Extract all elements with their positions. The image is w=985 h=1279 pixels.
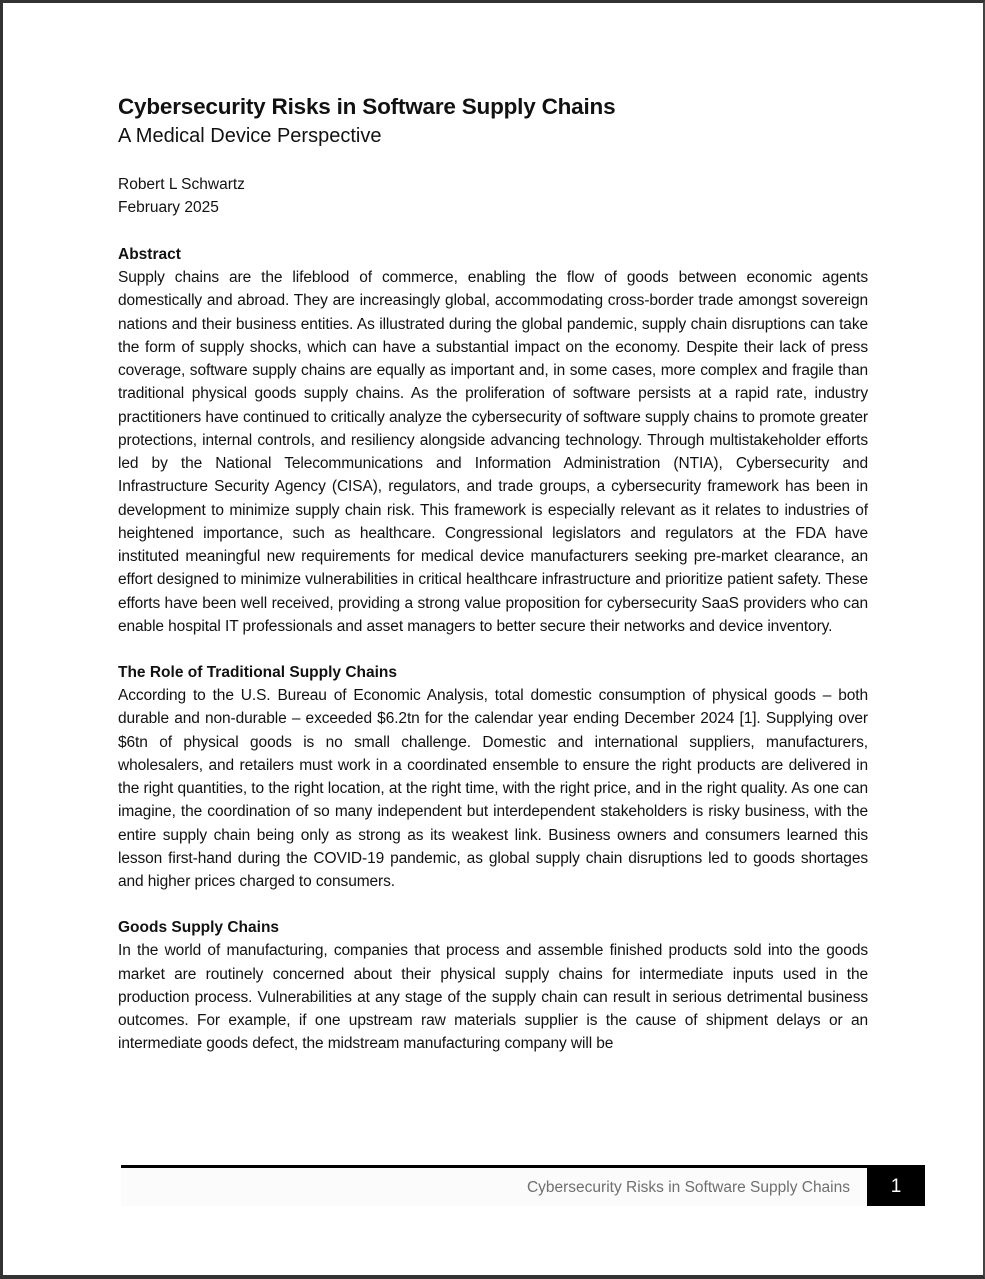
section-goods-supply-chains	[118, 916, 868, 1055]
author-block	[118, 173, 868, 219]
footer-divider	[121, 1165, 868, 1168]
section-traditional-supply-chains	[118, 661, 868, 893]
section-paragraph: Supply chains are the lifeblood of commerce, enabling the flow of goods between economic agents domestically and abroad. They are increasingly global, accommodating cross-border trade amongst sovereign nations and their business entities. As illustrated during the global pandemic, supply chain disruptions can take the form of supply shocks, which can have a substantial impact on the economy. Despite their lack of press coverage, software supply chains are equally as important and, in some cases, more complex and fragile than traditional physical goods supply chains. As the proliferation of software persists at a rapid rate, industry practitioners have continued to critically analyze the cybersecurity of software supply chains to promote greater protections, internal controls, and resiliency alongside advancing technology. Through multistakeholder efforts led by the National Telecommunications and Information Administration (NTIA), Cybersecurity and Infrastructure Security Agency (CISA), regulators, and trade groups, a cybersecurity framework has been in development to minimize supply chain risk. This framework is especially relevant as it relates to industries of heightened importance, such as healthcare. Congressional legislators and regulators at the FDA have instituted meaningful new requirements for medical device manufacturers seeking pre-market clearance, an effort designed to minimize vulnerabilities in critical healthcare infrastructure and prioritize patient safety. These efforts have been well received, providing a strong value proposition for cybersecurity SaaS providers who can enable hospital IT professionals and asset managers to better secure their networks and device inventory.	[118, 269, 868, 635]
document-subtitle: A Medical Device Perspective	[118, 125, 382, 147]
section-paragraph: According to the U.S. Bureau of Economic Analysis, total domestic consumption of physical goods – both durable and non-durable – exceeded $6.2tn for the calendar year ending December 2024 [1]. Supplying over $6tn of physical goods is no small challenge. Domestic and international suppliers, manufacturers, wholesalers, and retailers must work in a coordinated ensemble to ensure the right products are delivered in the right quantities, to the right location, at the right time, with the right price, and in the right quality. As one can imagine, the coordination of so many independent but interdependent stakeholders is risky business, with the entire supply chain being only as strong as its weakest link. Business owners and consumers learned this lesson first-hand during the COVID-19 pandemic, as global supply chain disruptions led to goods shortages and higher prices charged to consumers.	[118, 687, 868, 890]
publication-date: February 2025	[118, 199, 219, 216]
page-number: 1	[867, 1165, 925, 1206]
author-name: Robert L Schwartz	[118, 176, 245, 193]
section-paragraph: In the world of manufacturing, companies that process and assemble finished products sold into the goods market are routinely concerned about their physical supply chains for intermediate inputs used in the production process. Vulnerabilities at any stage of the supply chain can result in serious detrimental business outcomes. For example, if one upstream raw materials supplier is the cause of shipment delays or an intermediate goods defect, the midstream manufacturing company will be	[118, 942, 868, 1053]
page-content	[118, 93, 868, 1056]
section-heading: The Role of Traditional Supply Chains	[118, 664, 398, 681]
section-heading: Goods Supply Chains	[118, 919, 280, 937]
section-heading: Abstract	[118, 246, 181, 263]
section-abstract	[118, 243, 868, 638]
document-title: Cybersecurity Risks in Software Supply Chains	[118, 94, 616, 119]
footer-running-title: Cybersecurity Risks in Software Supply Chains	[526, 1179, 850, 1196]
